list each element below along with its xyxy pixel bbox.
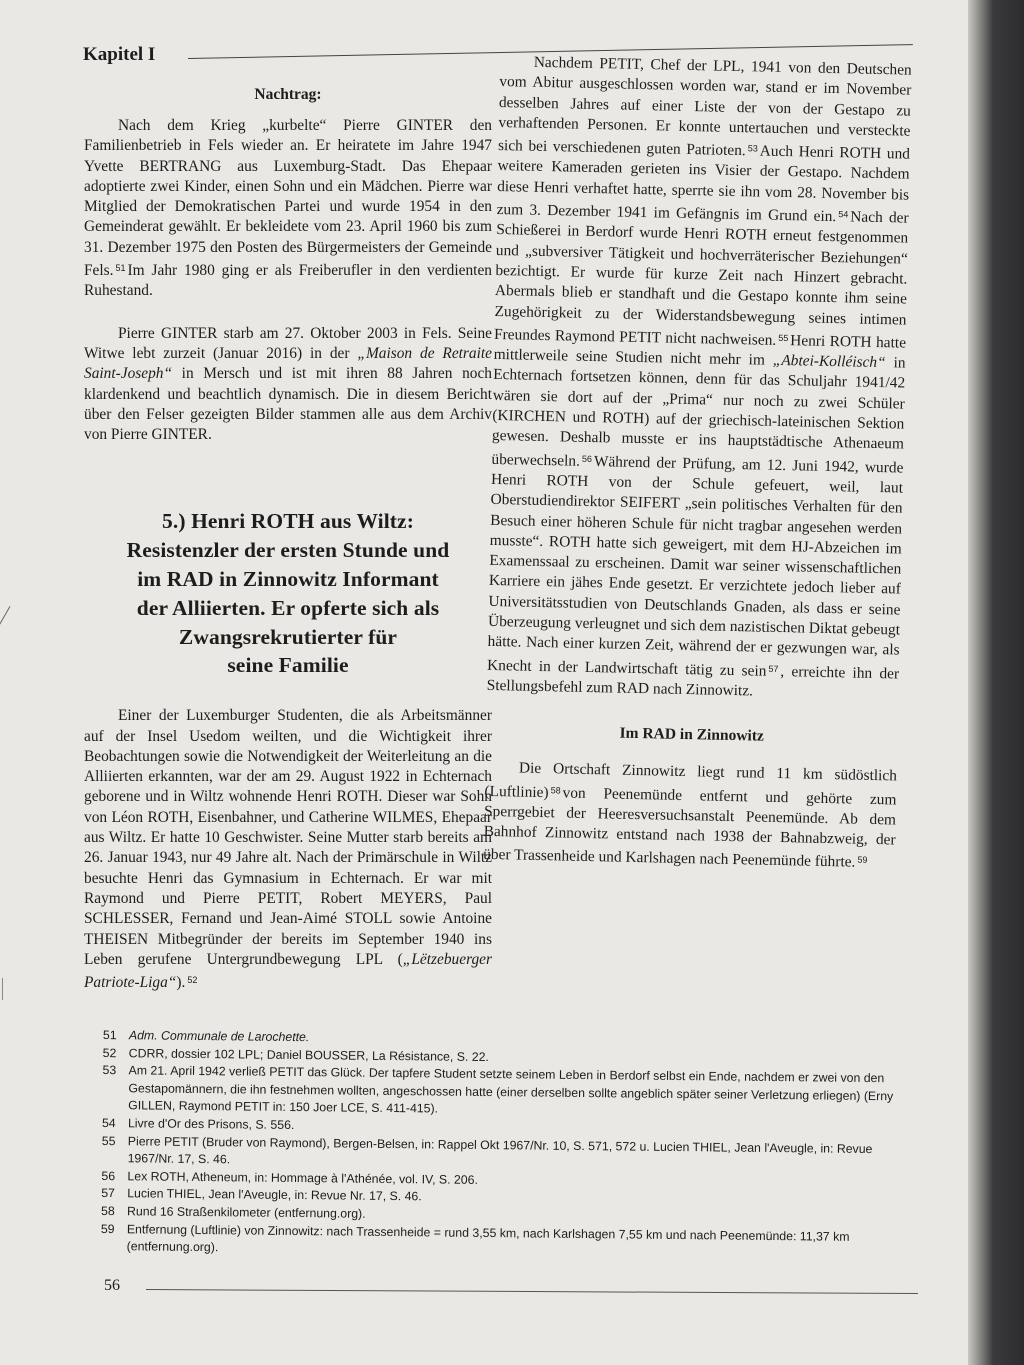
page-footer (104, 1277, 916, 1303)
nachtrag-text-end: Im Jahr 1980 ging er als Freiberufler in den verdienten Ruhestand. (84, 262, 492, 300)
right-text: Die Ortschaft Zinnowitz liegt rund 11 km südöstlich (Luftlinie) (484, 759, 898, 801)
footnotes (101, 1027, 918, 1264)
right-text: Auch Henri ROTH und weitere Kameraden gerieten ins Visier der Gestapo. Nachdem diese Henri verhaftet hatte, sperrte sie ihn vom 28. November bis zum 3. Dezember 1941 im Gefängnis im Grund ein. (496, 142, 911, 226)
footnote-number: 57 (101, 1186, 116, 1201)
footnote-text: CDRR, dossier 102 LPL; Daniel BOUSSER, La Résistance, S. 22. (128, 1045, 489, 1064)
footnote (102, 1062, 918, 1123)
nachtrag2-text-end: in Mersch und ist mit ihren 88 Jahren noch klardenkend und beachtlich dynamisch. Die in diesem Bericht über den Felser gezeigten Bilder stammen alle aus dem Archiv von Pierre GINTER. (84, 365, 492, 444)
section-title (84, 507, 492, 680)
footnote-ref[interactable]: 55 (778, 332, 789, 343)
page-number: 56 (104, 1277, 120, 1294)
footnote-text: Lex ROTH, Atheneum, in: Hommage à l'Athénée, vol. IV, S. 206. (127, 1169, 478, 1187)
maison-retraite-italic: „Maison de Retraite Saint-Joseph“ (84, 344, 492, 383)
footnote-text: Lucien THIEL, Jean l'Aveugle, in: Revue Nr. 17, S. 46. (127, 1186, 422, 1204)
footnote-number: 51 (102, 1028, 117, 1043)
body-text-end: ). (176, 974, 186, 992)
section-title-line: Resistenzler der ersten Stunde und (126, 538, 450, 563)
rad-zinnowitz-heading: Im RAD in Zinnowitz (619, 724, 765, 745)
right-text: Nachdem PETIT, Chef der LPL, 1941 von den Deutschen vom Abitur ausgeschlossen worden war, stand er im November desselben Jahres auf einer Liste der von der Gestapo zu verhaftenden Personen. Er konnte untertauchen und versteckte sich bei verschiedenen guten Patrioten. (497, 53, 912, 160)
footnote-text: Livre d'Or des Prisons, S. 556. (127, 1116, 295, 1132)
footnote-text: Am 21. April 1942 verließ PETIT das Glück. Der tapfere Student setzte seinem Leben in Berdorf selbst ein Ende, nachdem er zwei von den Gestapomännern, die ihn festnehmen wollten, angeschossen hatte (einer derselben sollte angeblich später seiner Verletzung erliegen) (Erny GILLEN, Raymond PETIT in: 150 Joer LCE, S. 411-415). (128, 1063, 894, 1116)
nachtrag2-text: Pierre GINTER starb am 27. Oktober 2003 in Fels. Seine Witwe lebt zurzeit (Januar 2016) in der (84, 324, 492, 362)
right-text: Henri ROTH hatte mittlerweile seine Studien nicht mehr im (493, 332, 907, 369)
footer-rule (146, 1289, 918, 1294)
footnote-ref[interactable]: 59 (857, 855, 868, 866)
footnote-ref[interactable]: 51 (115, 263, 126, 274)
nachtrag-paragraph-1 (84, 116, 492, 302)
footnote-ref[interactable]: 58 (550, 784, 561, 795)
pencil-mark (0, 606, 24, 644)
footnote-text: Adm. Communale de Larochette. (128, 1028, 310, 1045)
footnote-ref[interactable]: 52 (187, 975, 198, 986)
footnote-ref[interactable]: 57 (768, 663, 779, 674)
book-spine-edge (968, 0, 1024, 1365)
section-title-line: der Alliierten. Er opferte sich als (136, 595, 440, 620)
footnote-number: 52 (102, 1045, 117, 1060)
section-title-line: seine Familie (227, 653, 349, 678)
footnote-ref[interactable]: 54 (838, 209, 849, 220)
footnote-text: Rund 16 Straßenkilometer (entfernung.org). (126, 1204, 366, 1221)
footnote-text: Pierre PETIT (Bruder von Raymond), Bergen-Belsen, in: Rappel Okt 1967/Nr. 10, S. 571, 572 u. Lucien THIEL, Jean l'Aveugle, in: Revue 1967/Nr. 17, S. 46. (127, 1133, 873, 1167)
footnote-ref[interactable]: 53 (747, 143, 758, 154)
right-paragraph-1 (487, 52, 912, 705)
section-title-line: 5.) Henri ROTH aus Wiltz: (162, 509, 414, 534)
right-text: von Peenemünde entfernt und gehörte zum Sperrgebiet der Heeresversuchsanstalt Peenemünde. Ab dem Bahnhof Zinnowitz entstand nach 1938 der Bahnabzweig, der über Trassenheide und Karlshagen nach Peenemünde führte. (483, 783, 897, 872)
nachtrag-text: Nach dem Krieg „kurbelte“ Pierre GINTER den Familienbetrieb in Fels wieder an. Er heiratete im Jahre 1947 Yvette BERTRANG aus Luxemburg-Stadt. Das Ehepaar adoptierte zwei Kinder, einen Sohn und ein Mädchen. Pierre war Mitglied der Demokratischen Partei und wurde 1954 in den Gemeinderat gewählt. Er bekleidete vom 23. April 1960 bis zum 31. Dezember 1975 den Posten des Bürgermeisters der Gemeinde Fels. (84, 117, 492, 280)
right-paragraph-2 (483, 758, 897, 874)
right-text: Während der Prüfung, am 12. Juni 1942, wurde Henri ROTH von der Schule gefeuert, weil, laut Oberstudiendirektor SEIFERT „sein politisches Verhalten für den Besuch einer höheren Schule für nicht tragbar angesehen werden musste“. ROTH hatte sich geweigert, mit dem HJ-Abzeichen im Examenssaal zu erscheinen. Damit war seiner wissenschaftlichen Karriere ein jähes Ende gesetzt. Er verzichtete jedoch lieber auf Universitätsstudien von Deutschlands Gnaden, als dass er seine Überzeugung verleugnet und sich dem nazistischen Diktat gebeugt hätte. Nach einer kurzen Zeit, während der er gezwungen war, als Knecht in der Landwirtschaft tätig zu sein (486, 452, 904, 680)
nachtrag-paragraph-2 (84, 324, 492, 446)
nachtrag-heading: Nachtrag: (254, 86, 322, 103)
lpl-italic: „Lëtzebuerger Patriote-Liga“ (84, 950, 492, 992)
right-text: , erreichte ihn der Stellungsbefehl zum RAD nach Zinnowitz. (486, 662, 900, 700)
footnote-number: 55 (101, 1133, 116, 1148)
left-column (84, 82, 492, 993)
right-column (483, 52, 912, 874)
abtei-kolleisch-italic: „Abtei-Kolléisch“ (772, 351, 886, 372)
footnote-ref[interactable]: 56 (581, 453, 593, 464)
body-text: Einer der Luxemburger Studenten, die als Arbeitsmänner auf der Insel Usedom weilten, und die Wichtigkeit ihrer Beobachtungen sowie die Notwendigkeit der Weiterleitung an die Alliierten erkannten, war der am 29. August 1922 in Echternach geborene und in Wiltz wohnende Henri ROTH. Dieser war Sohn von Léon ROTH, Eisenbahner, und Catherine WILMES, Ehepaar aus Wiltz. Er hatte 10 Geschwister. Seine Mutter starb bereits am 26. Januar 1943, nur 49 Jahre alt. Nach der Primärschule in Wiltz besuchte Henri das Gymnasium in Echternach. Er war mit Raymond und Pierre PETIT, Robert MEYERS, Paul SCHLESSER, Fernand und Jean-Aimé STOLL sowie Antoine THEISEN Mitbegründer der bereits im September 1940 ins Leben gerufene Untergrundbewegung LPL ( (84, 707, 492, 968)
footnote-number: 56 (101, 1168, 116, 1183)
footnote-number: 59 (100, 1221, 115, 1236)
footnote (101, 1221, 916, 1265)
footnote-number: 53 (102, 1063, 117, 1078)
footnote-number: 54 (101, 1115, 116, 1131)
footnote-text: Entfernung (Luftlinie) von Zinnowitz: nach Trassenheide = rund 3,55 km, nach Karlshagen 7,55 km und nach Peenemünde: 11,37 km (entfernung.org). (126, 1221, 850, 1255)
right-text: Nach der Schießerei in Berdorf wurde Henri ROTH erneut festgenommen und „subversiver Tätigkeit und hochverräterischer Beziehungen“ bezichtigt. Er wurde für kurze Zeit nach Hinzert gebracht. Abermals blieb er standhaft und die Gestapo konnte ihm seine Zugehörigkeit zu der Widerstandsbewegung seines intimen Freundes Raymond PETIT nicht nachweisen. (493, 208, 909, 349)
section-title-line: im RAD in Zinnowitz Informant (137, 567, 439, 592)
body-paragraph-1 (84, 706, 492, 993)
chapter-label: Kapitel I (83, 44, 156, 65)
section-title-line: Zwangsrekrutierter für (178, 624, 398, 649)
footnote-number: 58 (101, 1203, 115, 1219)
pencil-mark (2, 978, 3, 1000)
right-text: in Echternach fortsetzen können, denn für das Schuljahr 1941/42 wären sie dort auf der „Prima“ nur noch zu zwei Schüler (KIRCHEN und ROTH) auf der griechisch-lateinischen Sektion gewesen. Deshalb musste er ins hauptstädtische Athenaeum überwechseln. (491, 354, 906, 470)
